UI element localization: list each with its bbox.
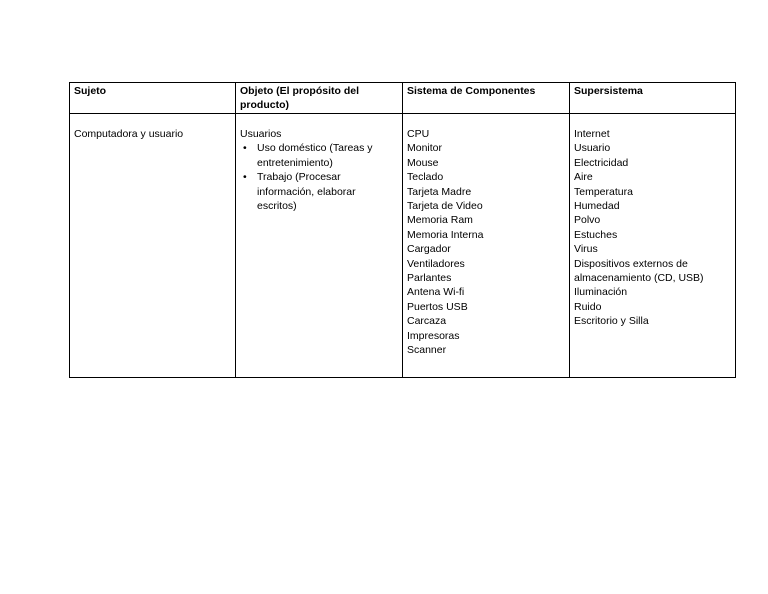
supersystem-item: Iluminación <box>574 286 628 299</box>
component-item: Tarjeta Madre <box>407 185 472 198</box>
component-item: Impresoras <box>407 329 460 342</box>
supersystem-item: Humedad <box>574 200 620 213</box>
cell-componentes <box>403 114 570 378</box>
component-item: Memoria Interna <box>407 228 484 241</box>
component-item: Cargador <box>407 243 451 256</box>
component-item: Memoria Ram <box>407 214 473 227</box>
supersystem-item: Usuario <box>574 142 611 155</box>
component-item: Carcaza <box>407 315 447 328</box>
supersystem-item: Aire <box>574 171 593 184</box>
objeto-bullet-list <box>240 141 398 213</box>
objeto-intro: Usuarios <box>240 128 282 140</box>
component-item: Ventiladores <box>407 257 465 270</box>
header-row <box>70 83 736 114</box>
component-item: Antena Wi-fi <box>407 286 465 299</box>
supersystem-item: Estuches <box>574 228 618 241</box>
supersystem-item: Polvo <box>574 214 601 227</box>
cell-supersistema <box>570 114 736 378</box>
component-item: Teclado <box>407 171 444 184</box>
system-analysis-table <box>69 82 736 378</box>
header-supersistema: Supersistema <box>570 83 736 114</box>
component-item: CPU <box>407 128 430 140</box>
component-item: Scanner <box>407 344 447 357</box>
supersystem-item: Ruido <box>574 300 602 313</box>
header-objeto: Objeto (El propósito del producto) <box>236 83 403 114</box>
supersystem-item: Internet <box>574 128 610 140</box>
supersystem-item: Electricidad <box>574 156 629 169</box>
supersystem-item: Escritorio y Silla <box>574 315 649 328</box>
supersystem-item: Temperatura <box>574 185 633 198</box>
component-item: Parlantes <box>407 272 452 285</box>
header-sujeto: Sujeto <box>70 83 236 114</box>
objeto-bullet-item: • Trabajo (Procesar información, elaborar escritos) <box>257 170 398 213</box>
component-item: Mouse <box>407 156 439 169</box>
supersystem-item: Dispositivos externos de almacenamiento (CD, USB) <box>574 257 704 285</box>
objeto-bullet-item: • Uso doméstico (Tareas y entretenimiento) <box>257 141 398 170</box>
header-componentes: Sistema de Componentes <box>403 83 570 114</box>
component-item: Tarjeta de Video <box>407 200 483 213</box>
cell-sujeto <box>70 114 236 378</box>
supersystem-item: Virus <box>574 243 598 256</box>
cell-objeto <box>236 114 403 378</box>
component-item: Puertos USB <box>407 300 468 313</box>
component-item: Monitor <box>407 142 443 155</box>
content-row <box>70 114 736 378</box>
sujeto-text: Computadora y usuario <box>74 128 184 140</box>
